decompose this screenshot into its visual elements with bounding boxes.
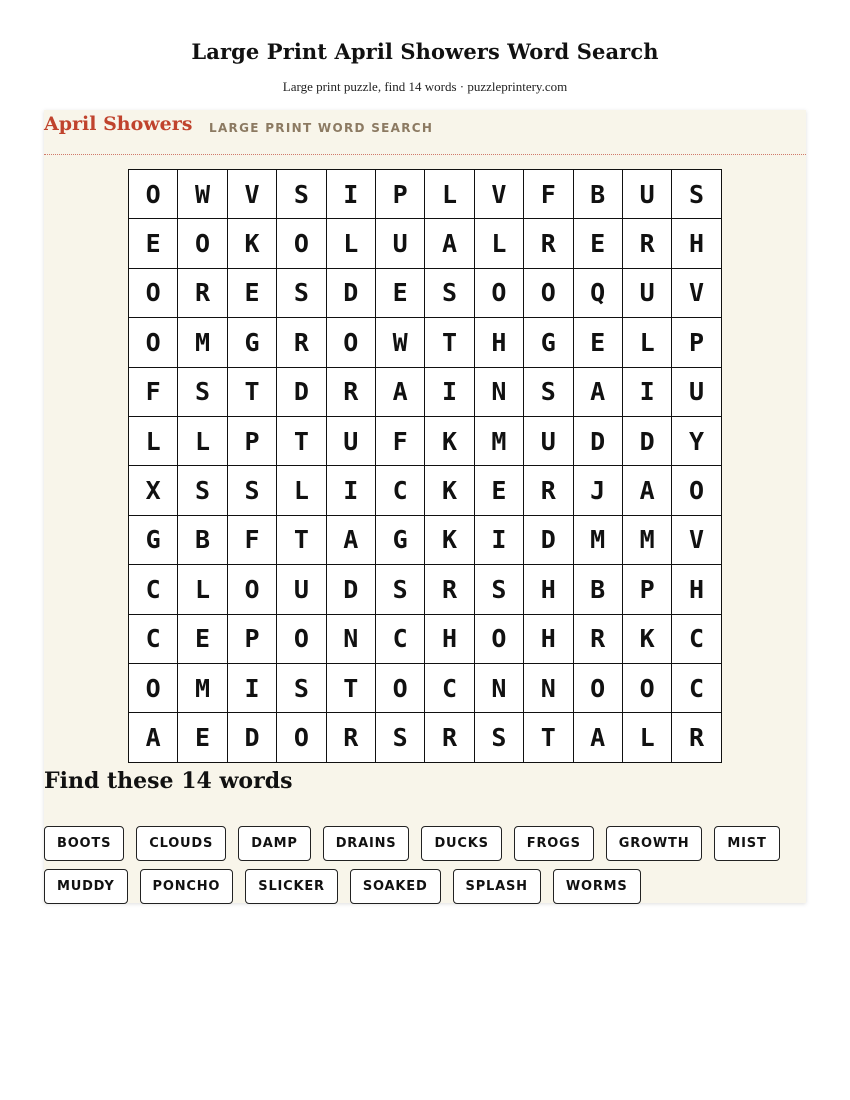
grid-cell[interactable]: X xyxy=(129,466,178,515)
grid-cell[interactable]: S xyxy=(672,170,721,219)
grid-cell[interactable]: D xyxy=(327,565,376,614)
word-chip[interactable]: DAMP xyxy=(238,826,311,861)
grid-cell[interactable]: U xyxy=(672,368,721,417)
grid-cell[interactable]: E xyxy=(228,269,277,318)
grid-cell[interactable]: R xyxy=(623,219,672,268)
grid-cell[interactable]: S xyxy=(475,565,524,614)
grid-cell[interactable]: H xyxy=(672,565,721,614)
puzzle-title: April Showers xyxy=(44,113,193,135)
grid-cell[interactable]: Q xyxy=(574,269,623,318)
grid-cell[interactable]: T xyxy=(277,417,326,466)
grid-cell[interactable]: F xyxy=(524,170,573,219)
grid-cell[interactable]: B xyxy=(574,565,623,614)
grid-cell[interactable]: L xyxy=(425,170,474,219)
word-chip[interactable]: FROGS xyxy=(514,826,594,861)
grid-cell[interactable]: A xyxy=(376,368,425,417)
grid-cell[interactable]: M xyxy=(475,417,524,466)
grid-cell[interactable]: L xyxy=(178,417,227,466)
grid-cell[interactable]: R xyxy=(327,713,376,762)
grid-cell[interactable]: U xyxy=(623,170,672,219)
grid-cell[interactable]: I xyxy=(623,368,672,417)
grid-cell[interactable]: H xyxy=(475,318,524,367)
grid-cell[interactable]: O xyxy=(277,219,326,268)
word-chip[interactable]: GROWTH xyxy=(606,826,703,861)
grid-cell[interactable]: T xyxy=(425,318,474,367)
grid-cell[interactable]: L xyxy=(623,713,672,762)
grid-cell[interactable]: N xyxy=(475,368,524,417)
word-chip[interactable]: SPLASH xyxy=(453,869,541,904)
grid-cell[interactable]: O xyxy=(277,713,326,762)
word-chip[interactable]: MIST xyxy=(714,826,779,861)
grid-cell[interactable]: E xyxy=(178,713,227,762)
grid-cell[interactable]: I xyxy=(425,368,474,417)
grid-cell[interactable]: E xyxy=(574,318,623,367)
grid-cell[interactable]: V xyxy=(475,170,524,219)
grid-cell[interactable]: P xyxy=(672,318,721,367)
grid-cell[interactable]: K xyxy=(425,516,474,565)
grid-cell[interactable]: G xyxy=(129,516,178,565)
word-chip[interactable]: SLICKER xyxy=(245,869,338,904)
grid-cell[interactable]: S xyxy=(178,466,227,515)
grid-cell[interactable]: R xyxy=(524,466,573,515)
grid-cell[interactable]: I xyxy=(228,664,277,713)
grid-cell[interactable]: G xyxy=(524,318,573,367)
grid-cell[interactable]: E xyxy=(376,269,425,318)
grid-cell[interactable]: R xyxy=(672,713,721,762)
grid-cell[interactable]: C xyxy=(672,615,721,664)
grid-cell[interactable]: O xyxy=(129,269,178,318)
grid-cell[interactable]: S xyxy=(277,170,326,219)
grid-cell[interactable]: G xyxy=(376,516,425,565)
grid-cell[interactable]: A xyxy=(574,713,623,762)
letter-grid xyxy=(128,169,722,763)
grid-cell[interactable]: U xyxy=(327,417,376,466)
grid-cell[interactable]: T xyxy=(524,713,573,762)
grid-cell[interactable]: H xyxy=(425,615,474,664)
grid-cell[interactable]: S xyxy=(425,269,474,318)
word-chip[interactable]: CLOUDS xyxy=(136,826,226,861)
grid-cell[interactable]: M xyxy=(178,664,227,713)
grid-cell[interactable]: A xyxy=(327,516,376,565)
grid-cell[interactable]: R xyxy=(425,565,474,614)
grid-cell[interactable]: L xyxy=(277,466,326,515)
grid-cell[interactable]: A xyxy=(574,368,623,417)
grid-cell[interactable]: I xyxy=(475,516,524,565)
word-list-heading: Find these 14 words xyxy=(44,768,293,794)
grid-cell[interactable]: A xyxy=(425,219,474,268)
grid-cell[interactable]: C xyxy=(672,664,721,713)
grid-cell[interactable]: O xyxy=(475,269,524,318)
grid-cell[interactable]: M xyxy=(178,318,227,367)
grid-cell[interactable]: U xyxy=(623,269,672,318)
grid-cell[interactable]: C xyxy=(129,615,178,664)
grid-cell[interactable]: T xyxy=(327,664,376,713)
grid-cell[interactable]: S xyxy=(228,466,277,515)
grid-cell[interactable]: R xyxy=(574,615,623,664)
grid-cell[interactable]: H xyxy=(524,615,573,664)
grid-cell[interactable]: O xyxy=(623,664,672,713)
grid-cell[interactable]: K xyxy=(623,615,672,664)
grid-cell[interactable]: S xyxy=(277,664,326,713)
grid-cell[interactable]: E xyxy=(178,615,227,664)
grid-cell[interactable]: W xyxy=(376,318,425,367)
grid-cell[interactable]: E xyxy=(574,219,623,268)
grid-cell[interactable]: K xyxy=(425,466,474,515)
grid-cell[interactable]: O xyxy=(672,466,721,515)
grid-cell[interactable]: O xyxy=(129,170,178,219)
grid-cell[interactable]: K xyxy=(228,219,277,268)
grid-cell[interactable]: O xyxy=(574,664,623,713)
grid-cell[interactable]: S xyxy=(178,368,227,417)
grid-cell[interactable]: M xyxy=(623,516,672,565)
grid-cell[interactable]: R xyxy=(327,368,376,417)
grid-cell[interactable]: Y xyxy=(672,417,721,466)
grid-cell[interactable]: O xyxy=(524,269,573,318)
grid-cell[interactable]: F xyxy=(129,368,178,417)
grid-cell[interactable]: L xyxy=(623,318,672,367)
grid-cell[interactable]: O xyxy=(277,615,326,664)
grid-cell[interactable]: T xyxy=(228,368,277,417)
grid-cell[interactable]: O xyxy=(475,615,524,664)
grid-cell[interactable]: V xyxy=(672,269,721,318)
grid-cell[interactable]: A xyxy=(623,466,672,515)
grid-cell[interactable]: O xyxy=(178,219,227,268)
grid-cell[interactable]: E xyxy=(475,466,524,515)
word-chip[interactable]: BOOTS xyxy=(44,826,124,861)
grid-cell[interactable]: D xyxy=(327,269,376,318)
grid-cell[interactable]: J xyxy=(574,466,623,515)
grid-cell[interactable]: L xyxy=(475,219,524,268)
word-chip[interactable]: SOAKED xyxy=(350,869,441,904)
page-subtitle: Large print puzzle, find 14 words · puzzleprintery.com xyxy=(282,79,568,94)
puzzle-header xyxy=(44,110,806,155)
grid-cell[interactable]: A xyxy=(129,713,178,762)
grid-cell[interactable]: D xyxy=(574,417,623,466)
grid-cell[interactable]: L xyxy=(129,417,178,466)
puzzle-kicker: LARGE PRINT WORD SEARCH xyxy=(209,121,434,135)
grid-cell[interactable]: R xyxy=(524,219,573,268)
grid-cell[interactable]: V xyxy=(228,170,277,219)
grid-cell[interactable]: D xyxy=(228,713,277,762)
grid-cell[interactable]: P xyxy=(376,170,425,219)
word-chip[interactable]: MUDDY xyxy=(44,869,128,904)
grid-cell[interactable]: B xyxy=(178,516,227,565)
grid-cell[interactable]: D xyxy=(277,368,326,417)
grid-cell[interactable]: F xyxy=(228,516,277,565)
grid-cell[interactable]: S xyxy=(277,269,326,318)
grid-cell[interactable]: C xyxy=(376,466,425,515)
word-chip[interactable]: DUCKS xyxy=(421,826,501,861)
grid-cell[interactable]: C xyxy=(376,615,425,664)
grid-cell[interactable]: H xyxy=(524,565,573,614)
grid-cell[interactable]: L xyxy=(327,219,376,268)
grid-cell[interactable]: O xyxy=(129,664,178,713)
grid-cell[interactable]: G xyxy=(228,318,277,367)
grid-cell[interactable]: R xyxy=(277,318,326,367)
grid-cell[interactable]: D xyxy=(524,516,573,565)
word-bank xyxy=(44,826,806,904)
grid-cell[interactable]: S xyxy=(376,713,425,762)
grid-cell[interactable]: R xyxy=(178,269,227,318)
grid-cell[interactable]: P xyxy=(623,565,672,614)
grid-cell[interactable]: R xyxy=(425,713,474,762)
grid-cell[interactable]: U xyxy=(524,417,573,466)
grid-cell[interactable]: P xyxy=(228,417,277,466)
grid-cell[interactable]: K xyxy=(425,417,474,466)
grid-cell[interactable]: W xyxy=(178,170,227,219)
grid-cell[interactable]: H xyxy=(672,219,721,268)
grid-cell[interactable]: N xyxy=(327,615,376,664)
puzzle-card xyxy=(44,110,806,903)
grid-cell[interactable]: D xyxy=(623,417,672,466)
grid-cell[interactable]: S xyxy=(376,565,425,614)
page-title: Large Print April Showers Word Search xyxy=(191,39,659,64)
grid-cell[interactable]: U xyxy=(376,219,425,268)
grid-cell[interactable]: O xyxy=(228,565,277,614)
word-chip[interactable]: DRAINS xyxy=(323,826,410,861)
grid-cell[interactable]: C xyxy=(129,565,178,614)
grid-cell[interactable]: V xyxy=(672,516,721,565)
grid-cell[interactable]: M xyxy=(574,516,623,565)
word-chip[interactable]: PONCHO xyxy=(140,869,234,904)
grid-cell[interactable]: I xyxy=(327,170,376,219)
word-chip[interactable]: WORMS xyxy=(553,869,641,904)
grid-cell[interactable]: P xyxy=(228,615,277,664)
grid-cell[interactable]: N xyxy=(475,664,524,713)
grid-cell[interactable]: S xyxy=(524,368,573,417)
grid-cell[interactable]: I xyxy=(327,466,376,515)
grid-cell[interactable]: O xyxy=(327,318,376,367)
grid-cell[interactable]: S xyxy=(475,713,524,762)
grid-cell[interactable]: L xyxy=(178,565,227,614)
grid-cell[interactable]: E xyxy=(129,219,178,268)
grid-cell[interactable]: C xyxy=(425,664,474,713)
grid-cell[interactable]: O xyxy=(376,664,425,713)
grid-cell[interactable]: O xyxy=(129,318,178,367)
grid-cell[interactable]: U xyxy=(277,565,326,614)
grid-cell[interactable]: B xyxy=(574,170,623,219)
grid-cell[interactable]: N xyxy=(524,664,573,713)
grid-cell[interactable]: F xyxy=(376,417,425,466)
grid-cell[interactable]: T xyxy=(277,516,326,565)
